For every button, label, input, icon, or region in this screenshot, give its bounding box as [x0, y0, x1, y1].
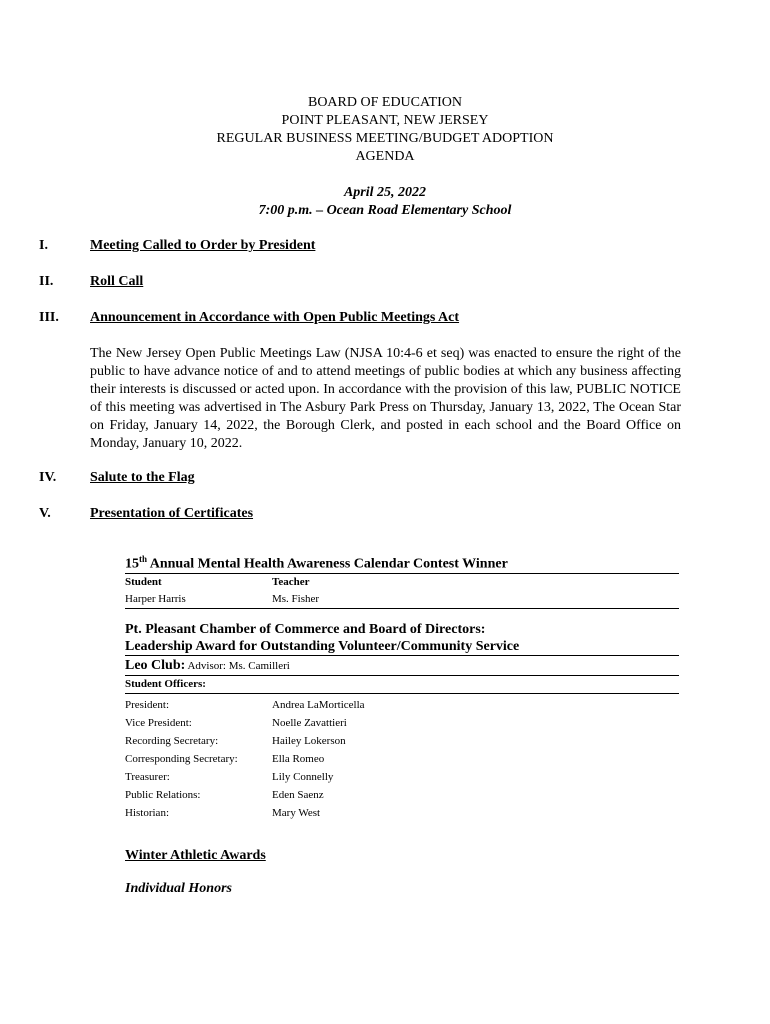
item-title: Salute to the Flag	[90, 470, 195, 485]
item-number: II.	[39, 274, 54, 289]
winner-student: Harper Harris	[125, 592, 186, 605]
contest-section	[125, 551, 679, 609]
header-meeting-type: REGULAR BUSINESS MEETING/BUDGET ADOPTION	[216, 131, 554, 146]
club-advisor: Advisor: Ms. Camilleri	[185, 660, 290, 672]
officer-row	[125, 786, 679, 804]
officer-name: Eden Saenz	[272, 789, 324, 801]
contest-winner-row	[125, 591, 679, 609]
header-agenda: AGENDA	[355, 149, 415, 164]
contest-header-row	[125, 574, 679, 591]
officer-name: Hailey Lokerson	[272, 735, 346, 747]
officer-row	[125, 714, 679, 732]
officer-role: Vice President:	[125, 717, 192, 729]
winter-awards-section	[125, 847, 679, 898]
item-title: Presentation of Certificates	[90, 506, 254, 521]
agenda-item-3	[39, 309, 459, 327]
club-name: Leo Club:	[125, 658, 186, 673]
header-location: POINT PLEASANT, NEW JERSEY	[281, 113, 489, 128]
header-board: BOARD OF EDUCATION	[307, 95, 462, 110]
club-row	[125, 656, 679, 676]
item-title: Roll Call	[90, 274, 144, 289]
winner-teacher: Ms. Fisher	[272, 592, 320, 605]
col-teacher: Teacher	[272, 575, 310, 588]
item-number: III.	[39, 310, 59, 325]
officer-name: Ella Romeo	[272, 753, 325, 765]
meeting-time-location: 7:00 p.m. – Ocean Road Elementary School	[258, 203, 512, 218]
contest-title: 15th Annual Mental Health Awareness Calendar Contest Winner	[125, 551, 679, 574]
officer-role: Corresponding Secretary:	[125, 753, 238, 765]
officer-name: Noelle Zavattieri	[272, 717, 347, 729]
winter-awards-title: Winter Athletic Awards	[125, 848, 266, 863]
agenda-item-2	[39, 273, 143, 291]
item-number: I.	[39, 238, 48, 253]
officer-role: President:	[125, 699, 169, 711]
officer-row	[125, 732, 679, 750]
officer-row	[125, 768, 679, 786]
chamber-title-line1: Pt. Pleasant Chamber of Commerce and Board of Directors:	[125, 622, 486, 637]
officer-role: Public Relations:	[125, 789, 201, 801]
meeting-date: April 25, 2022	[343, 185, 427, 200]
officer-row	[125, 696, 679, 714]
individual-honors-subtitle: Individual Honors	[125, 881, 232, 896]
agenda-item-1	[39, 237, 315, 255]
item-title: Meeting Called to Order by President	[90, 238, 316, 253]
item-title: Announcement in Accordance with Open Public Meetings Act	[90, 310, 460, 325]
chamber-section	[125, 621, 679, 822]
officer-row	[125, 804, 679, 822]
item-number: IV.	[39, 470, 57, 485]
item-number: V.	[39, 506, 51, 521]
announcement-paragraph: The New Jersey Open Public Meetings Law (NJSA 10:4-6 et seq) was enacted to ensure the right of the public to have advance notice of and to attend meetings of public bodies at which any business affecting their interests is discussed or acted upon. In accordance with the provision of this law, PUBLIC NOTICE of this meeting was advertised in The Asbury Park Press on Thursday, January 13, 2022, The Ocean Star on Friday, January 14, 2022, the Borough Clerk, and posted in each school and the Board Office on Monday, January 10, 2022.	[90, 346, 681, 451]
officer-name: Lily Connelly	[272, 771, 334, 783]
officers-label: Student Officers:	[125, 676, 679, 694]
officer-role: Recording Secretary:	[125, 735, 219, 747]
agenda-header	[0, 94, 770, 220]
agenda-item-4	[39, 469, 195, 487]
officer-role: Treasurer:	[125, 771, 170, 783]
officer-name: Andrea LaMorticella	[272, 699, 365, 711]
officer-role: Historian:	[125, 807, 169, 819]
col-student: Student	[125, 575, 162, 588]
officer-row	[125, 750, 679, 768]
officer-name: Mary West	[272, 807, 321, 819]
agenda-item-5	[39, 505, 253, 523]
chamber-title-line2: Leadership Award for Outstanding Volunteer/Community Service	[125, 638, 679, 656]
